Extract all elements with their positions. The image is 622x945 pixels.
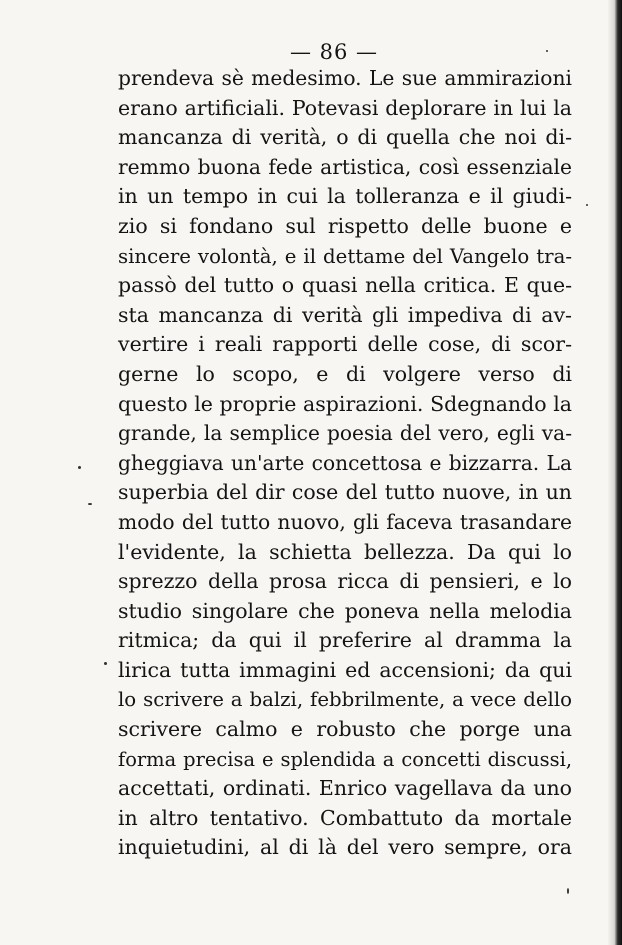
ink-speck [78,466,81,469]
text-line: sta mancanza di verità gli impediva di av- [118,302,572,327]
text-line: forma precisa e splendida a concetti discussi, [118,747,572,771]
body-text [118,64,572,863]
text-line: lo scrivere a balzi, febbrilmente, a vece dello [118,688,572,712]
text-line: scrivere calmo e robusto che porge una [118,717,572,742]
text-line: gheggiava un'arte concettosa e bizzarra. La [118,450,572,475]
text-line: modo del tutto nuovo, gli faceva trasandare [118,509,572,534]
text-line: vertire i reali rapporti delle cose, di scor- [118,332,572,357]
text-line: in un tempo in cui la tolleranza e il giudi- [118,184,572,209]
text-line: lirica tutta immagini ed accensioni; da qui [118,657,572,682]
text-line: accettati, ordinati. Enrico vagellava da uno [118,776,572,801]
text-line: grande, la semplice poesia del vero, egli va- [118,421,572,446]
ink-speck [546,50,548,52]
text-line: mancanza di verità, o di quella che noi di- [118,125,572,150]
text-line: in altro tentativo. Combattuto da mortale [118,805,572,830]
text-line: remmo buona fede artistica, così essenziale [118,154,572,179]
ink-speck [567,888,569,894]
page-edge-shadow [608,0,622,945]
ink-speck [586,204,588,206]
text-line: questo le proprie aspirazioni. Sdegnando la [118,391,572,416]
text-line: superbia del dir cose del tutto nuove, in un [118,480,572,505]
ink-speck [88,503,92,505]
text-line: gerne lo scopo, e di volgere verso di [118,361,572,386]
text-line: inquietudini, al di là del vero sempre, ora [118,835,572,860]
text-line: sprezzo della prosa ricca di pensieri, e lo [118,569,572,594]
text-line: zio si fondano sul rispetto delle buone e [118,213,572,238]
page-number: — 86 — [289,40,379,64]
text-line: erano artificiali. Potevasi deplorare in lui la [118,95,572,120]
ink-speck [104,662,107,665]
text-line: studio singolare che poneva nella melodia [118,598,572,623]
text-line: sincere volontà, e il dettame del Vangelo tra- [118,244,572,268]
text-line: passò del tutto o quasi nella critica. E que- [118,273,572,298]
text-line: l'evidente, la schietta bellezza. Da qui lo [118,539,572,564]
text-line: ritmica; da qui il preferire al dramma la [118,628,572,653]
text-line: prendeva sè medesimo. Le sue ammirazioni [118,66,572,90]
